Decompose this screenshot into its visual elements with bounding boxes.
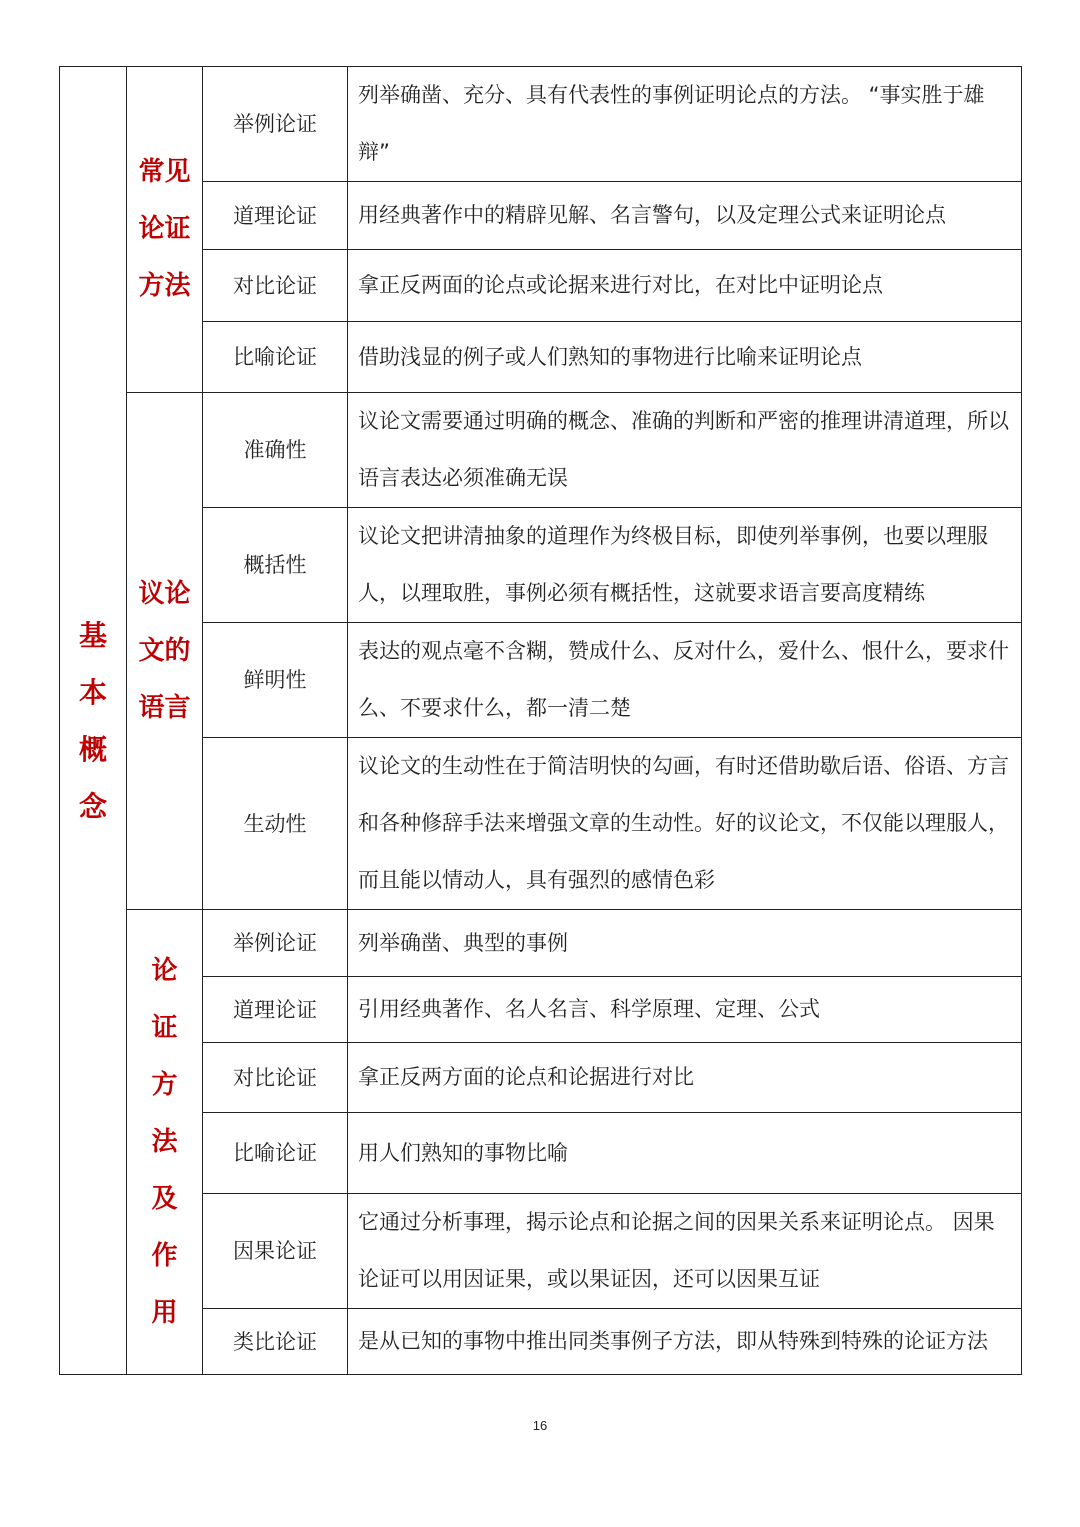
table-row xyxy=(60,1309,1022,1375)
table-row xyxy=(60,393,1022,508)
table-row xyxy=(60,1113,1022,1194)
term-cell: 鲜明性 xyxy=(203,623,348,738)
description-cell: 是从已知的事物中推出同类事例子方法，即从特殊到特殊的论证方法 xyxy=(348,1309,1022,1375)
description-cell: 列举确凿、充分、具有代表性的事例证明论点的方法。 “事实胜于雄辩” xyxy=(348,67,1022,182)
term-cell: 道理论证 xyxy=(203,977,348,1043)
table-row xyxy=(60,322,1022,393)
table-row xyxy=(60,508,1022,623)
description-cell: 拿正反两面的论点或论据来进行对比，在对比中证明论点 xyxy=(348,250,1022,322)
description-cell: 引用经典著作、名人名言、科学原理、定理、公式 xyxy=(348,977,1022,1043)
description-cell: 表达的观点毫不含糊，赞成什么、反对什么，爱什么、恨什么，要求什么、不要求什么，都一清二楚 xyxy=(348,623,1022,738)
term-cell: 因果论证 xyxy=(203,1194,348,1309)
group-label-methods-and-functions: 论 证 方 法 及 作 用 xyxy=(127,910,203,1375)
table-row xyxy=(60,250,1022,322)
description-cell: 用经典著作中的精辟见解、名言警句，以及定理公式来证明论点 xyxy=(348,182,1022,250)
term-cell: 对比论证 xyxy=(203,1043,348,1113)
table-row xyxy=(60,738,1022,910)
term-cell: 准确性 xyxy=(203,393,348,508)
description-cell: 借助浅显的例子或人们熟知的事物进行比喻来证明论点 xyxy=(348,322,1022,393)
table-row xyxy=(60,623,1022,738)
term-cell: 举例论证 xyxy=(203,910,348,977)
description-cell: 拿正反两方面的论点和论据进行对比 xyxy=(348,1043,1022,1113)
term-cell: 比喻论证 xyxy=(203,322,348,393)
group-label-language: 议论 文的 语言 xyxy=(127,393,203,910)
concept-table xyxy=(59,66,1022,1375)
category-basic-concepts: 基 本 概 念 xyxy=(60,67,127,1375)
table-row xyxy=(60,1194,1022,1309)
page-number: 16 xyxy=(532,1418,548,1433)
description-cell: 列举确凿、典型的事例 xyxy=(348,910,1022,977)
group-label-common-methods: 常见 论证 方法 xyxy=(127,67,203,393)
term-cell: 类比论证 xyxy=(203,1309,348,1375)
table-row xyxy=(60,977,1022,1043)
term-cell: 概括性 xyxy=(203,508,348,623)
term-cell: 举例论证 xyxy=(203,67,348,182)
table-row xyxy=(60,67,1022,182)
table-row xyxy=(60,182,1022,250)
description-cell: 它通过分析事理，揭示论点和论据之间的因果关系来证明论点。 因果论证可以用因证果，或以果证因，还可以因果互证 xyxy=(348,1194,1022,1309)
term-cell: 生动性 xyxy=(203,738,348,910)
table-row xyxy=(60,1043,1022,1113)
term-cell: 比喻论证 xyxy=(203,1113,348,1194)
description-cell: 议论文的生动性在于简洁明快的勾画，有时还借助歇后语、俗语、方言和各种修辞手法来增强文章的生动性。好的议论文，不仅能以理服人，而且能以情动人，具有强烈的感情色彩 xyxy=(348,738,1022,910)
term-cell: 对比论证 xyxy=(203,250,348,322)
description-cell: 议论文需要通过明确的概念、准确的判断和严密的推理讲清道理，所以语言表达必须准确无误 xyxy=(348,393,1022,508)
description-cell: 议论文把讲清抽象的道理作为终极目标，即使列举事例，也要以理服人，以理取胜，事例必须有概括性，这就要求语言要高度精练 xyxy=(348,508,1022,623)
description-cell: 用人们熟知的事物比喻 xyxy=(348,1113,1022,1194)
table-row xyxy=(60,910,1022,977)
term-cell: 道理论证 xyxy=(203,182,348,250)
